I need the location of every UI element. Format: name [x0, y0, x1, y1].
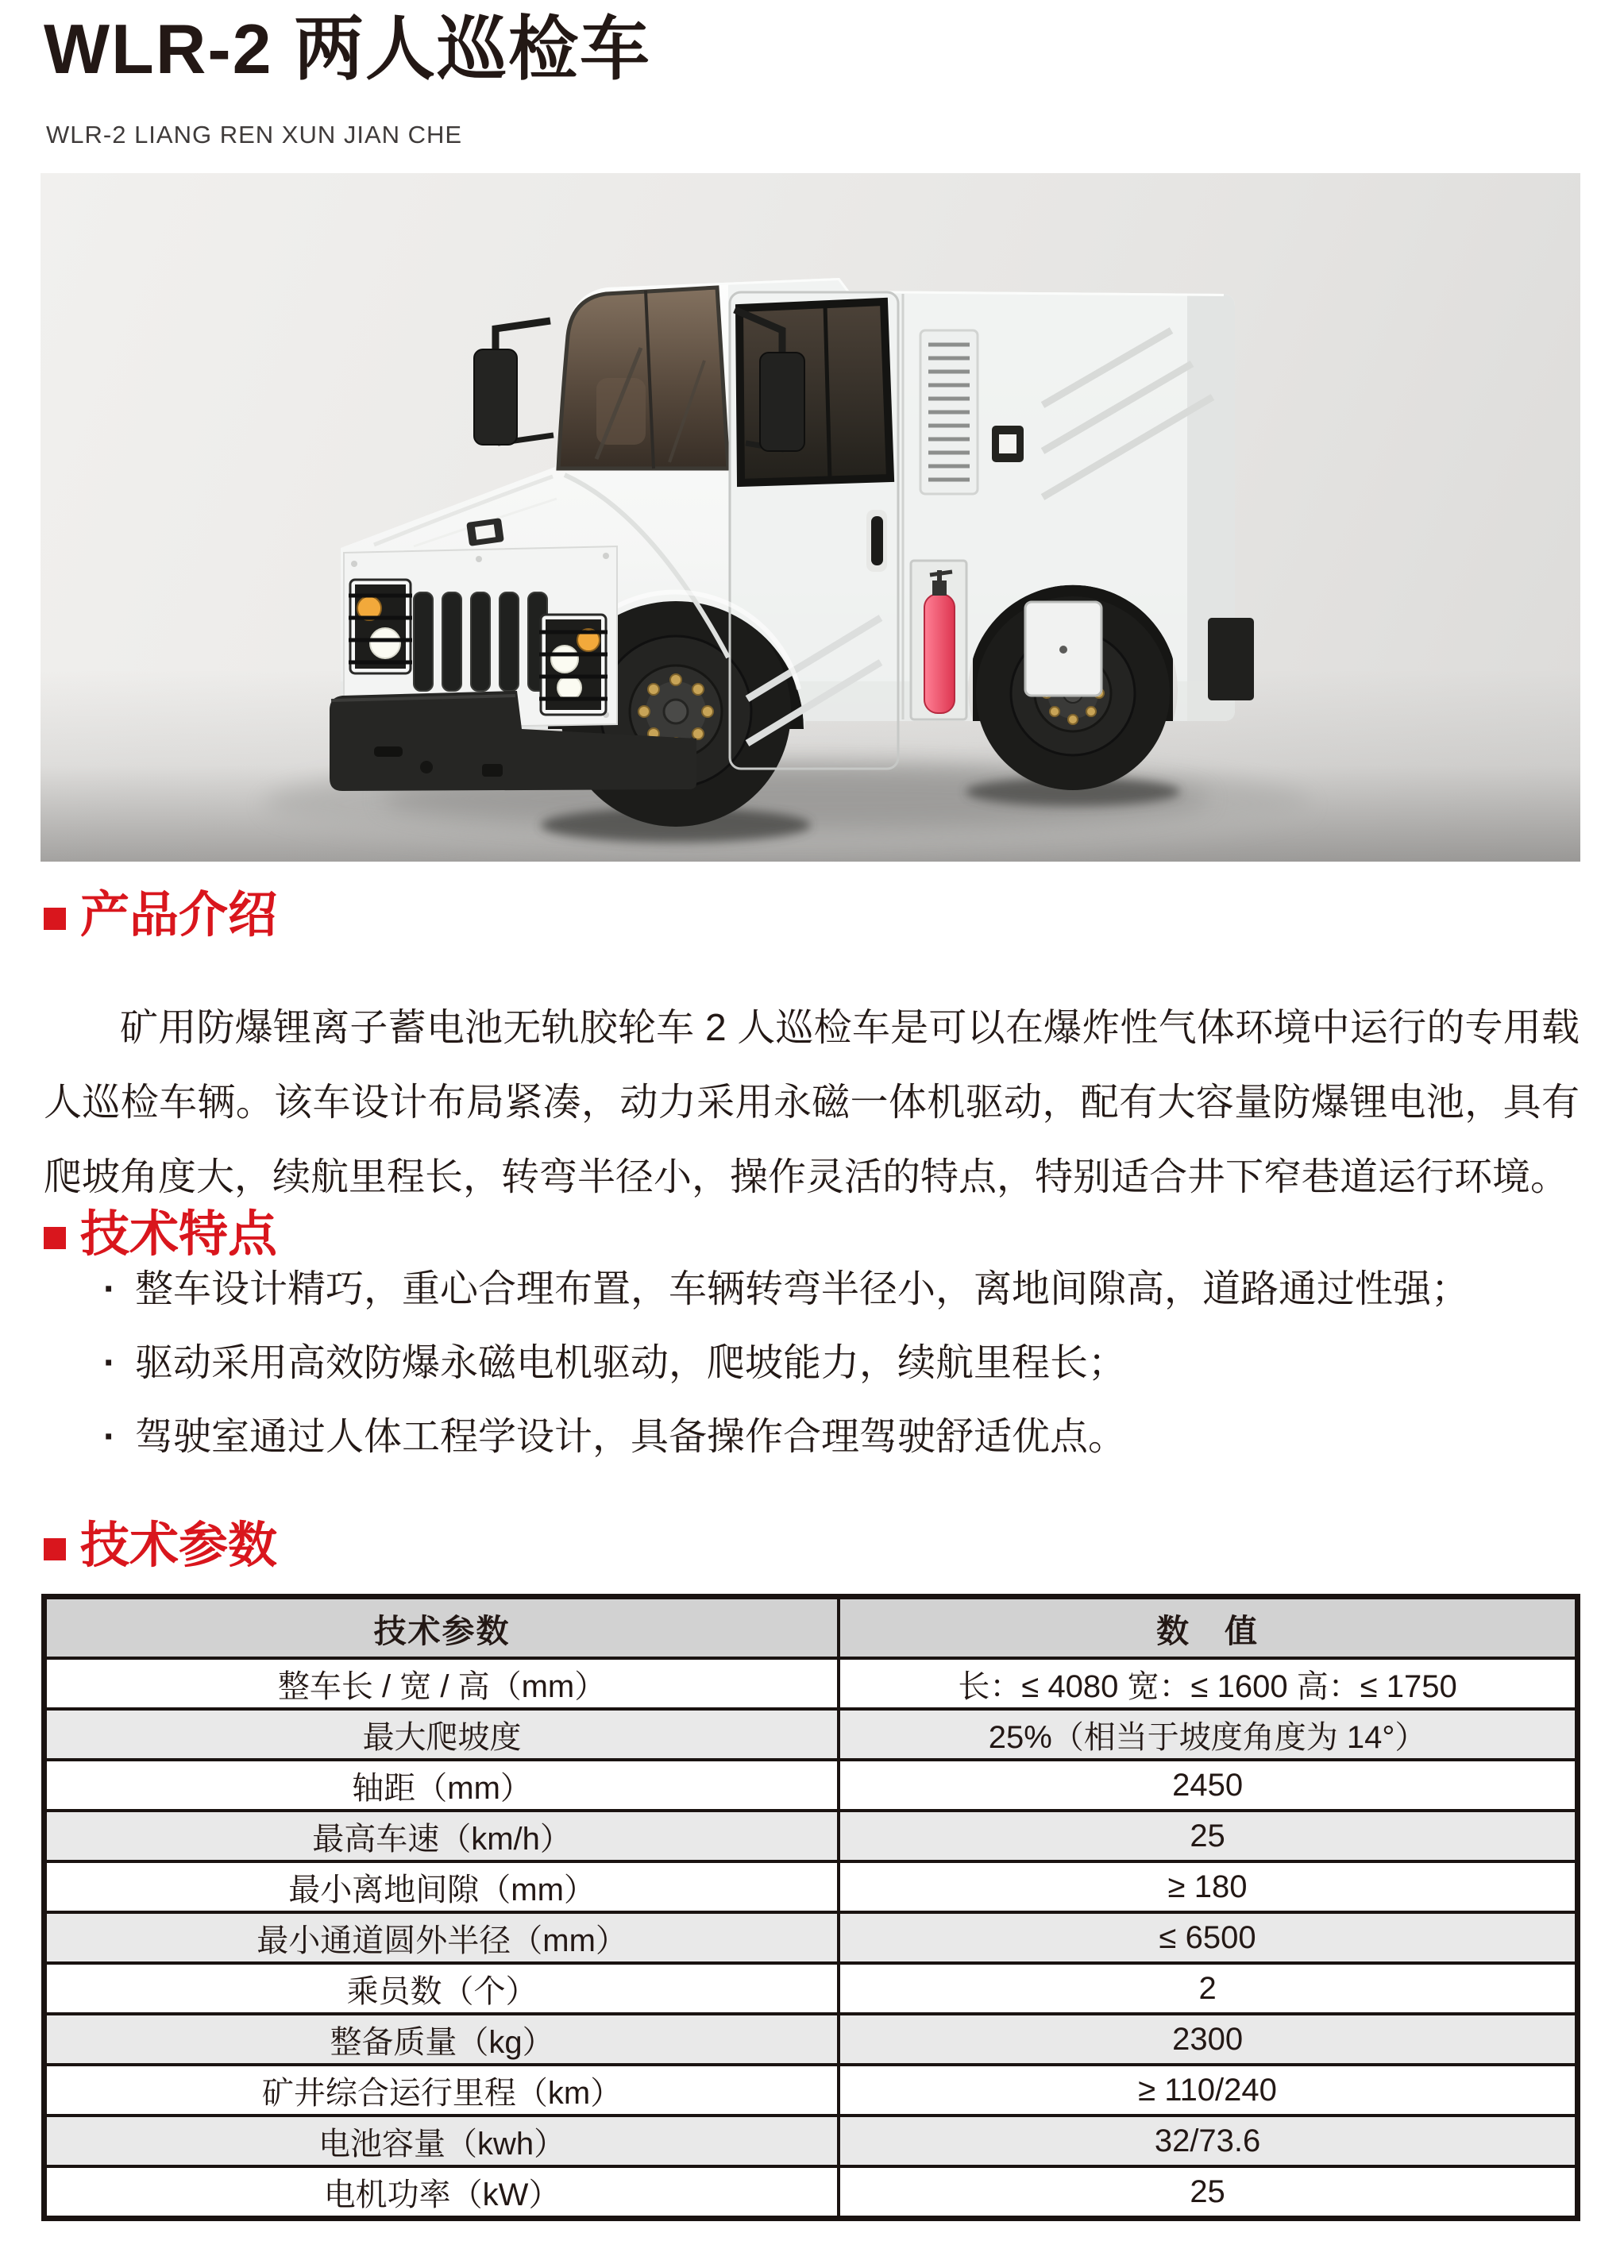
rear-mud-flap	[1208, 618, 1254, 700]
section-heading-features	[44, 1207, 278, 1262]
col-header-value: 数 值	[839, 1597, 1577, 1659]
spec-label: 矿井综合运行里程（km）	[44, 2065, 839, 2116]
spec-label: 最小通道圆外半径（mm）	[44, 1912, 839, 1963]
spec-label: 最高车速（km/h）	[44, 1811, 839, 1861]
door-handle	[871, 516, 883, 565]
feature-text: 驱动采用高效防爆永磁电机驱动，爬坡能力，续航里程长；	[135, 1342, 1127, 1384]
intro-paragraph: 矿用防爆锂离子蓄电池无轨胶轮车 2 人巡检车是可以在爆炸性气体环境中运行的专用载人巡检车辆。该车设计布局紧凑，动力采用永磁一体机驱动，配有大容量防爆锂电池，具有爬坡角度大，续航里程长，转弯半径小，操作灵活的特点，特别适合井下窄巷道运行环境。	[44, 1007, 1580, 1198]
bullet-marker: ·	[103, 1342, 116, 1384]
feature-item	[103, 1415, 1549, 1460]
feature-text: 驾驶室通过人体工程学设计，具备操作合理驾驶舒适优点。	[135, 1416, 1127, 1458]
spec-row	[44, 2116, 1578, 2166]
specs-table-body	[44, 1658, 1578, 2219]
spec-label: 最大爬坡度	[44, 1709, 839, 1760]
spec-row	[44, 1811, 1578, 1861]
spec-label: 整车长 / 宽 / 高（mm）	[44, 1658, 839, 1709]
product-photo	[41, 173, 1580, 862]
spec-value: 32/73.6	[839, 2116, 1577, 2166]
vehicle-render	[41, 173, 1580, 862]
spec-row	[44, 2014, 1578, 2065]
col-header-parameter: 技术参数	[44, 1597, 839, 1659]
headlight-right	[539, 615, 608, 715]
spec-label: 轴距（mm）	[44, 1760, 839, 1811]
spec-row	[44, 2065, 1578, 2116]
spec-label: 电池容量（kwh）	[44, 2116, 839, 2166]
spec-value: ≤ 6500	[839, 1912, 1577, 1963]
fire-extinguisher	[911, 561, 966, 719]
mirror-left	[474, 321, 554, 445]
feature-text: 整车设计精巧，重心合理布置，车辆转弯半径小，离地间隙高，道路通过性强；	[135, 1268, 1470, 1310]
page-subtitle: WLR-2 LIANG REN XUN JIAN CHE	[46, 121, 463, 148]
spec-label: 最小离地间隙（mm）	[44, 1861, 839, 1912]
spec-value: 2	[839, 1963, 1577, 2014]
section-heading-text: 技术参数	[80, 1518, 278, 1573]
spec-value: 2450	[839, 1760, 1577, 1811]
spec-value: 25%（相当于坡度角度为 14°）	[839, 1709, 1577, 1760]
bullet-marker: ·	[103, 1416, 116, 1458]
section-bullet-square	[44, 1227, 66, 1249]
spec-value: ≥ 180	[839, 1861, 1577, 1912]
section-heading-text: 产品介绍	[80, 888, 278, 943]
spec-value: 25	[839, 2166, 1577, 2219]
spec-row	[44, 1912, 1578, 1963]
hood-emblem	[466, 518, 504, 546]
spec-row	[44, 2166, 1578, 2219]
feature-item	[103, 1341, 1549, 1386]
spec-row	[44, 1963, 1578, 2014]
spec-row	[44, 1709, 1578, 1760]
specs-table	[41, 1594, 1580, 2221]
section-heading-specs	[44, 1518, 278, 1573]
spec-value: ≥ 110/240	[839, 2065, 1577, 2116]
features-list	[103, 1267, 1549, 1489]
specs-table-header	[44, 1597, 1578, 1659]
spec-row	[44, 1861, 1578, 1912]
spec-label: 整备质量（kg）	[44, 2014, 839, 2065]
section-bullet-square	[44, 908, 66, 930]
bullet-marker: ·	[103, 1268, 116, 1310]
spec-value: 2300	[839, 2014, 1577, 2065]
feature-item	[103, 1267, 1549, 1312]
section-heading-text: 技术特点	[80, 1207, 278, 1262]
section-heading-intro	[44, 888, 278, 943]
section-bullet-square	[44, 1538, 66, 1560]
windshield	[558, 287, 728, 469]
spec-label: 乘员数（个）	[44, 1963, 839, 2014]
spec-row	[44, 1760, 1578, 1811]
spec-row	[44, 1658, 1578, 1709]
spec-value: 长：≤ 4080 宽：≤ 1600 高：≤ 1750	[839, 1658, 1577, 1709]
spec-label: 电机功率（kW）	[44, 2166, 839, 2219]
spec-value: 25	[839, 1811, 1577, 1861]
headlight-left	[349, 580, 412, 673]
page-title: WLR-2 两人巡检车	[44, 10, 652, 88]
